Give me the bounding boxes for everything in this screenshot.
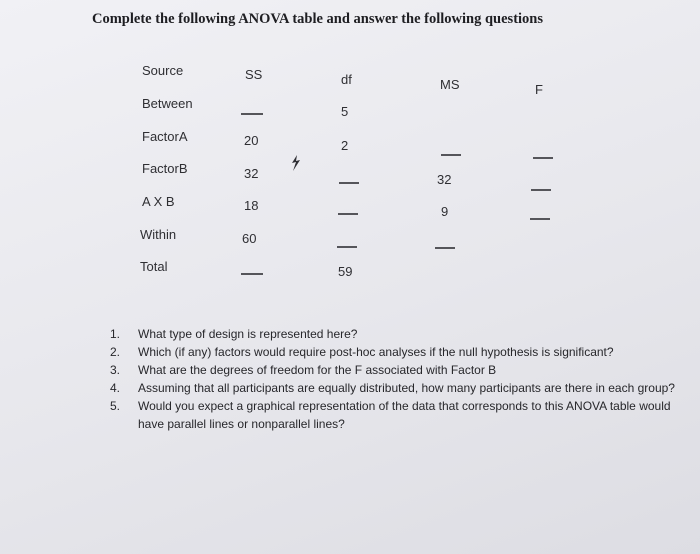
- blank-within-ms: [435, 247, 455, 249]
- ms-factor-b: 32: [437, 172, 452, 187]
- header-f: F: [535, 82, 543, 97]
- ss-within: 60: [242, 231, 257, 246]
- question-item: [110, 379, 695, 397]
- header-ms: MS: [440, 77, 460, 92]
- df-total: 59: [338, 264, 353, 279]
- question-number: 3.: [110, 363, 121, 377]
- question-item: [110, 343, 695, 361]
- blank-factor-b-f: [531, 189, 551, 191]
- question-number: 4.: [110, 381, 121, 395]
- blank-factor-a-f: [533, 157, 553, 159]
- ss-factor-b: 32: [244, 166, 259, 181]
- header-ss: SS: [245, 67, 263, 82]
- source-factor-a: FactorA: [142, 129, 188, 144]
- ss-axb: 18: [244, 198, 259, 213]
- question-text: What type of design is represented here?: [138, 327, 358, 341]
- worksheet-title: Complete the following ANOVA table and answer the following questions: [92, 11, 544, 27]
- blank-axb-f: [530, 218, 550, 220]
- ss-factor-a: 20: [244, 133, 259, 148]
- df-factor-a: 2: [341, 138, 349, 153]
- question-list: [110, 325, 695, 433]
- question-number: 2.: [110, 345, 121, 359]
- question-text: Which (if any) factors would require post-hoc analyses if the null hypothesis is significant?: [138, 345, 614, 359]
- question-item: [110, 325, 695, 343]
- ms-axb: 9: [441, 204, 449, 219]
- blank-between-ss: [241, 113, 263, 115]
- cursor-arrow-icon: [287, 153, 305, 173]
- blank-factor-b-df: [339, 182, 359, 184]
- source-within: Within: [140, 227, 177, 242]
- source-between: Between: [142, 96, 193, 111]
- blank-factor-a-ms: [441, 154, 461, 156]
- question-text: Would you expect a graphical representation of the data that corresponds to this ANOVA table would have parallel lines or nonparallel lines?: [138, 399, 671, 431]
- question-number: 1.: [110, 327, 121, 341]
- blank-within-df: [337, 246, 357, 248]
- blank-axb-df: [338, 213, 358, 215]
- df-between: 5: [341, 104, 349, 119]
- source-total: Total: [140, 259, 168, 274]
- blank-total-ss: [241, 273, 263, 275]
- question-item: [110, 397, 695, 433]
- header-source: Source: [142, 63, 184, 78]
- question-number: 5.: [110, 399, 121, 413]
- question-text: What are the degrees of freedom for the F associated with Factor B: [138, 363, 497, 377]
- question-item: [110, 361, 695, 379]
- source-factor-b: FactorB: [142, 161, 188, 176]
- question-text: Assuming that all participants are equally distributed, how many participants are there in each group?: [138, 381, 675, 395]
- source-axb: A X B: [142, 194, 175, 209]
- header-df: df: [341, 72, 352, 87]
